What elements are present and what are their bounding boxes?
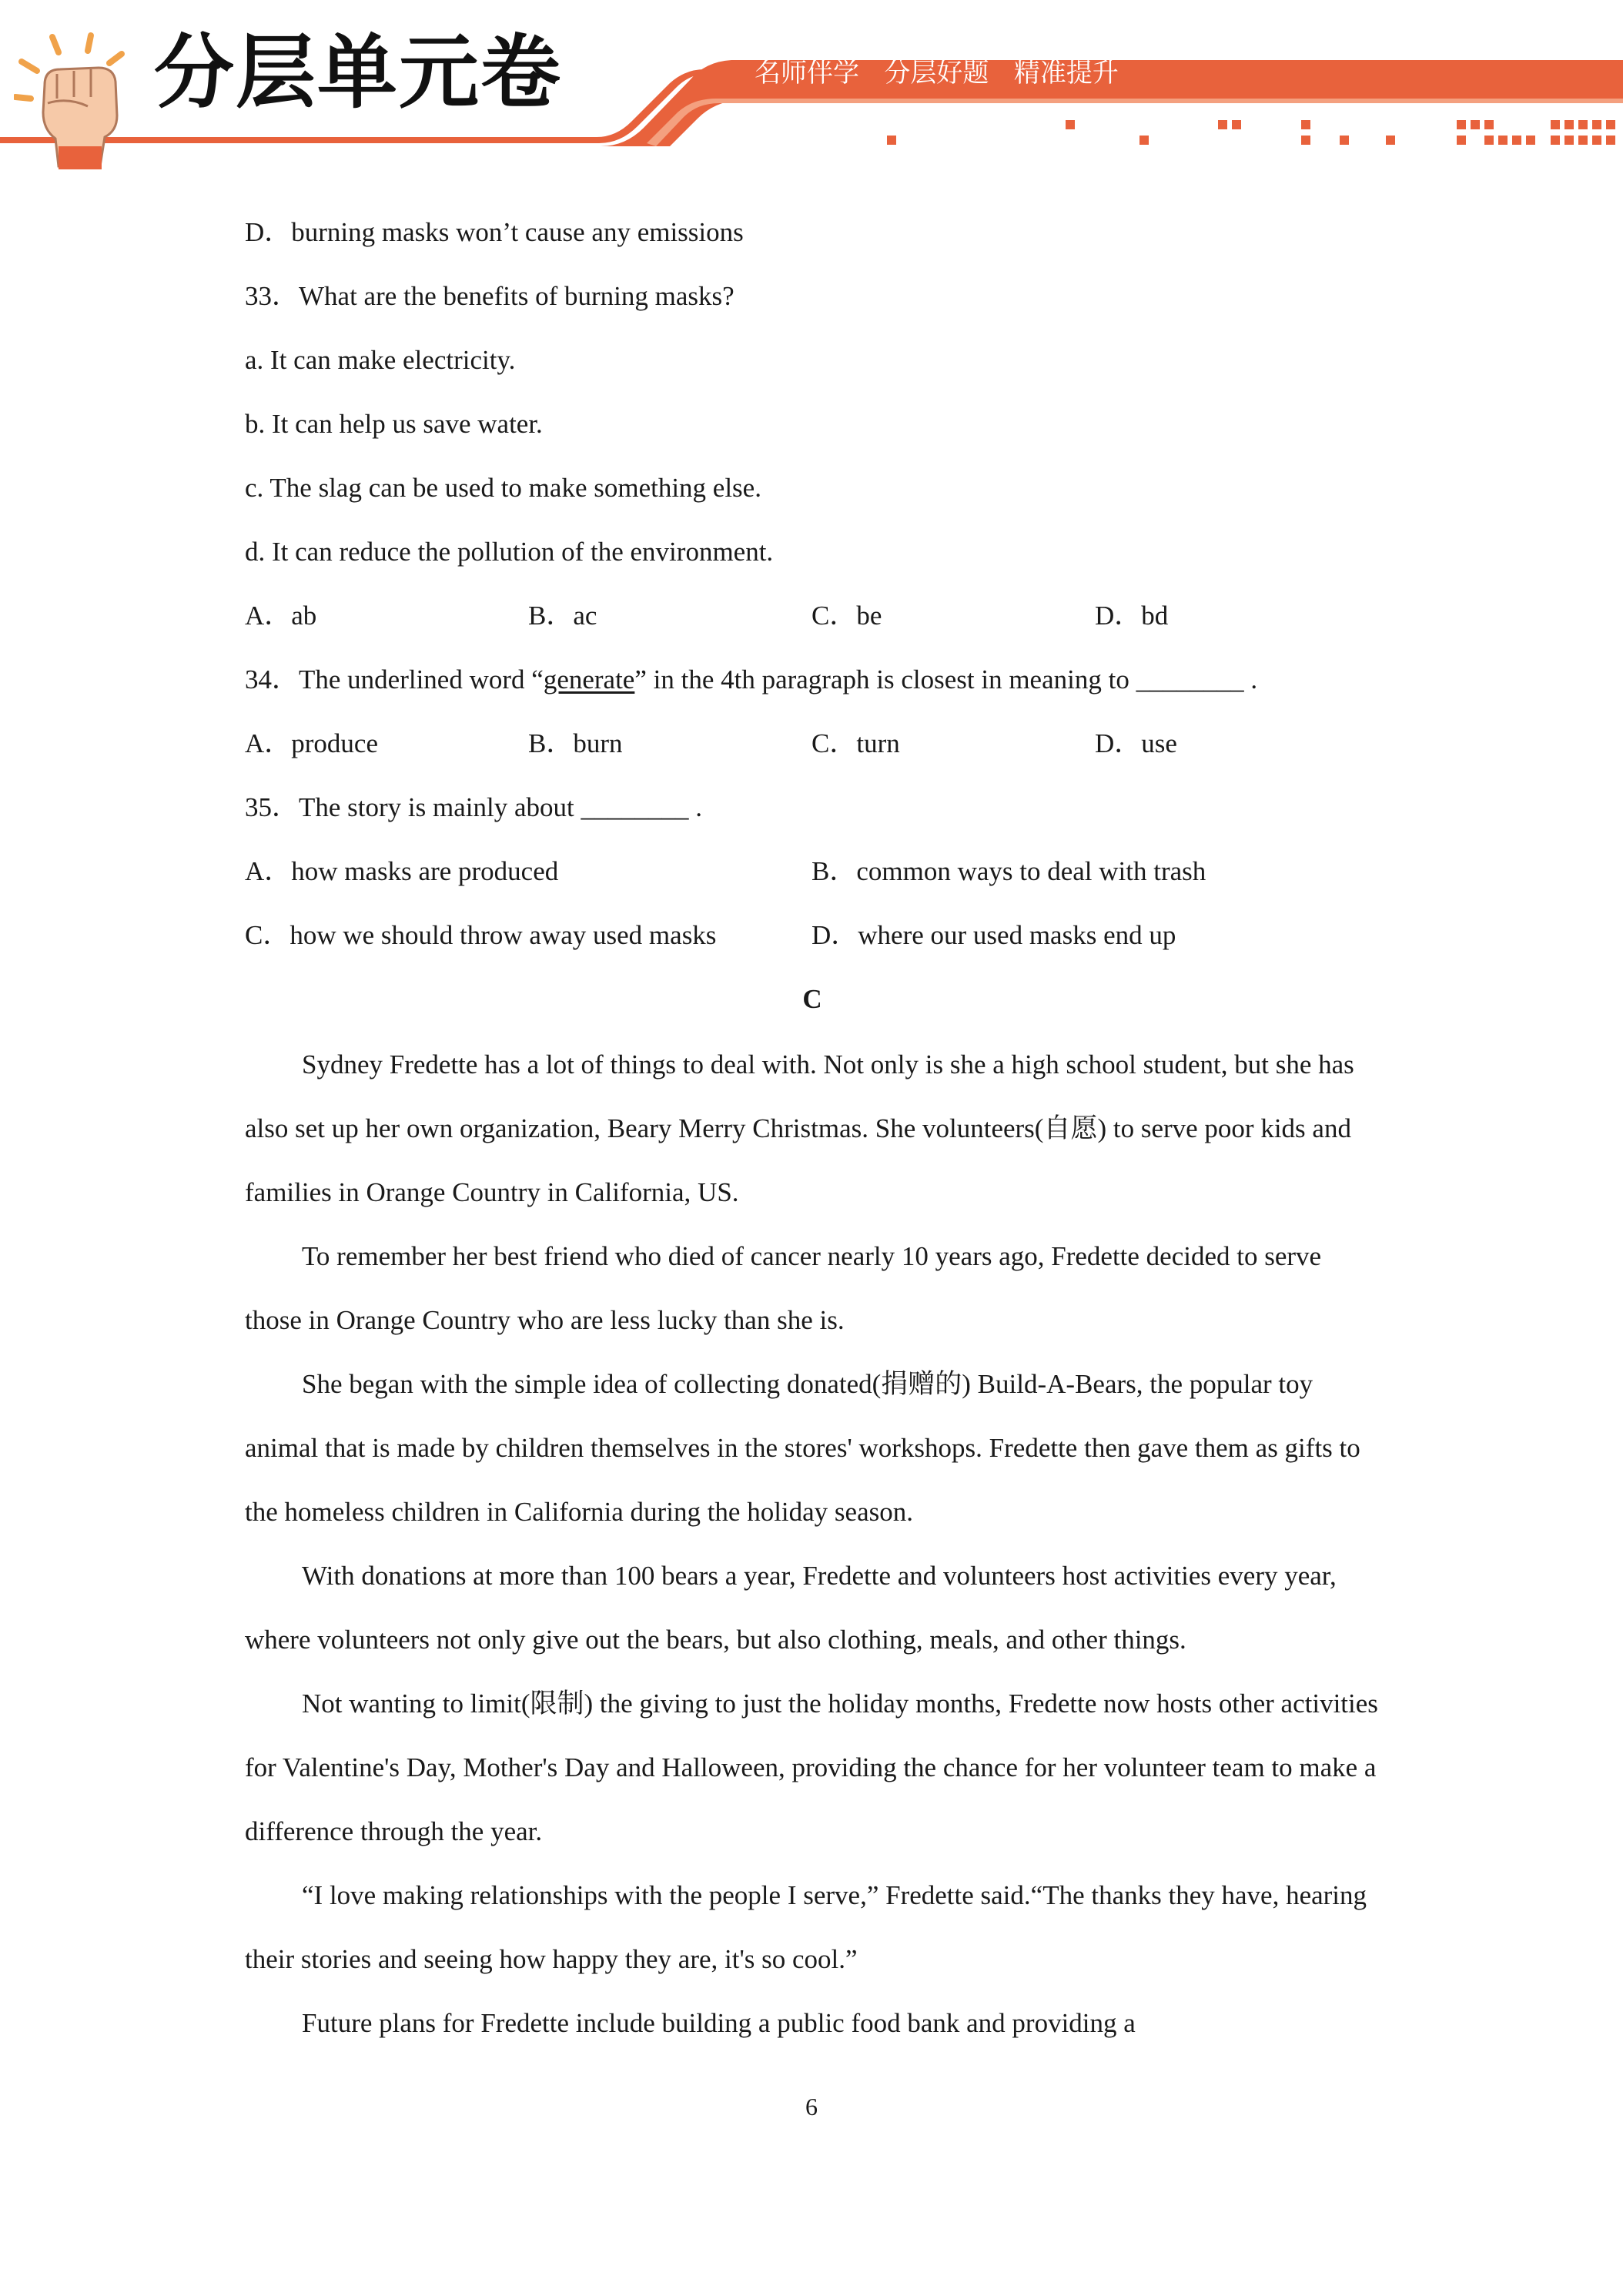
q34-question [245, 664, 1257, 695]
q34-suffix: ” in the 4th paragraph is closest in meaning to ________ . [634, 664, 1258, 694]
fist-icon [14, 31, 145, 169]
q34-option-c: C．turn [812, 728, 900, 758]
paragraph: With donations at more than 100 bears a year, Fredette and volunteers host activities every year, where volunteers not only give out the bears, but also clothing, meals, and other things. [245, 1561, 1337, 1655]
q32-option-d: D．burning masks won’t cause any emissions [245, 217, 744, 247]
page-header [0, 0, 1623, 166]
paragraph: Future plans for Fredette include building a public food bank and providing a [302, 2008, 1136, 2038]
q33-option-b: B．ac [528, 601, 597, 631]
q35-option-a: A．how masks are produced [245, 856, 559, 886]
q33-item-d: d. It can reduce the pollution of the environment. [245, 537, 774, 567]
q33-option-c: C．be [812, 601, 882, 631]
paragraph: She began with the simple idea of collecting donated(捐赠的) Build-A-Bears, the popular toy animal that is made by children themselves in the stores' workshops. Fredette then gave them as gifts to the homeless children in California during the holiday season. [245, 1369, 1360, 1527]
q33-question: 33．What are the benefits of burning masks? [245, 281, 735, 311]
q33-option-d: D．bd [1095, 601, 1169, 631]
paragraph: To remember her best friend who died of cancer nearly 10 years ago, Fredette decided to serve those in Orange Country who are less lucky than she is. [245, 1241, 1322, 1335]
q33-option-a: A．ab [245, 601, 317, 631]
q34-option-a: A．produce [245, 728, 379, 758]
q33-item-b: b. It can help us save water. [245, 409, 543, 439]
page-number: 6 [805, 2093, 818, 2120]
q34-underlined-word: generate [543, 664, 635, 694]
section-title: C [802, 984, 822, 1014]
q33-item-c: c. The slag can be used to make something else. [245, 473, 761, 503]
paragraph: Not wanting to limit(限制) the giving to just the holiday months, Fredette now hosts other activities for Valentine's Day, Mother's Day and Halloween, providing the chance for her volunteer team to make a difference through the year. [245, 1689, 1378, 1846]
q35-question: 35．The story is mainly about ________ . [245, 792, 702, 822]
paragraph: “I love making relationships with the people I serve,” Fredette said.“The thanks they have, hearing their stories and seeing how happy they are, it's so cool.” [245, 1880, 1367, 1974]
q33-item-a: a. It can make electricity. [245, 345, 516, 375]
q34-option-b: B．burn [528, 728, 623, 758]
paragraph: Sydney Fredette has a lot of things to deal with. Not only is she a high school student, but she has also set up her own organization, Beary Merry Christmas. She volunteers(自愿) to serve poor kids and families in Orange Country in California, US. [245, 1049, 1354, 1207]
q34-option-d: D．use [1095, 728, 1177, 758]
brand-tagline: 名师伴学 分层好题 精准提升 [755, 58, 1119, 89]
q35-option-c: C．how we should throw away used masks [245, 920, 717, 950]
q34-prefix: 34．The underlined word “ [245, 664, 544, 694]
q35-option-b: B．common ways to deal with trash [812, 856, 1206, 886]
q35-option-d: D．where our used masks end up [812, 920, 1176, 950]
brand-title: 分层单元卷 [154, 25, 563, 119]
